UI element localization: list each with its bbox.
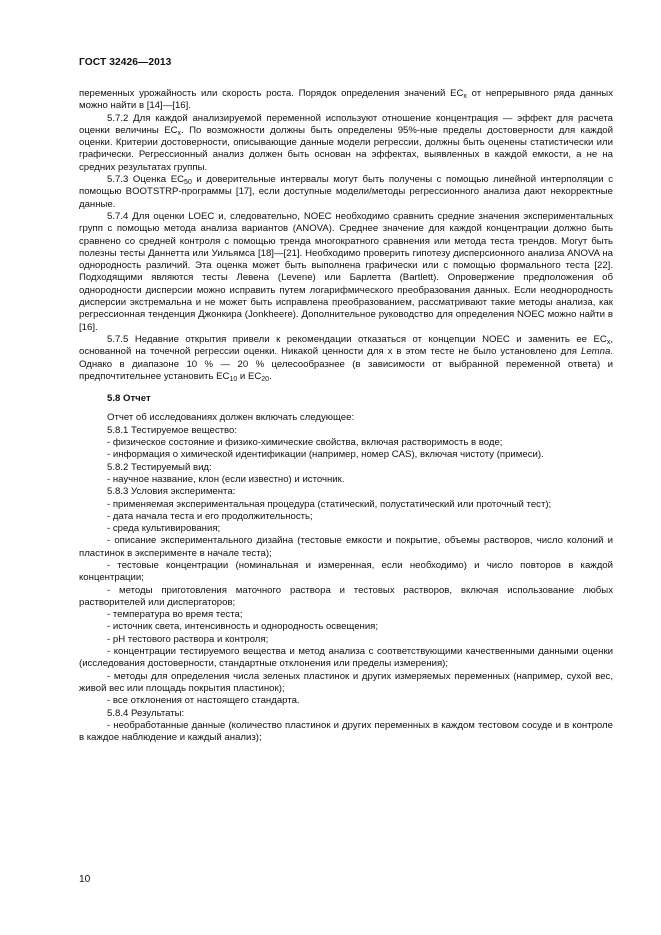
paragraph-5-7-2: 5.7.2 Для каждой анализируемой переменной используют отношение концентрация — эффект для расчета оценки величины $EC_x$. По возможности должны быть определены 95%-ные пределы достоверности для каждой оценки. Критерии достоверности, описывающие данные модели регрессии, должны быть оценены статистически или графически. Регрессионный анализ должен быть основан на эффектах, выявленных в каждой емкости, а не на средних результатах группы. [79,112,613,173]
paragraph-5-7-4: 5.7.4 Для оценки LOEC и, следовательно, NOEC необходимо сравнить средние значения экспериментальных групп с помощью метода анализа вариантов (ANOVA). Среднее значение для каждой концентрации должно быть сравнено со средней контроля с помощью тренда многократного сравнения или метода теста трендов. Могут быть полезны тесты Даннетта или Уильямса [18]—[21]. Необходимо проверить гипотезу дисперсионного анализа ANOVA на однородность различий. Эта оценка может быть выполнена графически или с помощью формального теста [22]. Подходящими являются тесты Левена (Levene) или Барлетта (Bartlett). Опровержение предположения об однородности дисперсии можно исправить путем логарифмического преобразования данных. Если неоднородность дисперсии экстремальна и не может быть исправлена преобразованием, рассматривают такие методы анализа, как регрессионная тенденция Джонкира (Jonkheere). Дополнительное руководство для определения NOEC можно найти в [16]. [79,210,613,333]
paragraph-5-7-5: 5.7.5 Недавние открытия привели к рекомендации отказаться от концепции NOEC и заменить ее $EC_x$, основанной на точечной регрессии оценки. Никакой ценности для x в этом тесте не было установлено для Lemna. Однако в диапазоне 10 % — 20 % целесообразнее (в зависимости от выбранной переменной ответа) и предпочтительнее установить $EC_{10}$ и $EC_{20}$. [79,333,613,383]
document-header: ГОСТ 32426—2013 [79,57,172,68]
list-item: - концентрации тестируемого вещества и метод анализа с соответствующими качественными данными оценки (исследования достоверности, стандартные отклонения или пределы измерения); [79,646,613,670]
list-item: - методы для определения числа зеленых пластинок и других измеряемых переменных (например, сухой вес, живой вес или площадь покрытия пластинок); [79,670,613,694]
list-item: - источник света, интенсивность и однородность освещения; [107,621,379,633]
section-heading-5-8: 5.8 Отчет [107,393,151,405]
list-item: - необработанные данные (количество пластинок и других переменных в каждом тестовом сосуде и в контроле в каждое наблюдение и каждый анализ); [79,719,613,744]
list-item: - температура во время теста; [107,609,243,621]
list-item: - физическое состояние и физико-химические свойства, включая растворимость в воде; [107,437,503,449]
list-item: - дата начала теста и его продолжительность; [107,510,313,522]
list-item: - среда культивирования; [107,523,221,535]
list-item: - научное название, клон (если известно) и источник. [107,473,345,485]
subsection-5-8-2: 5.8.2 Тестируемый вид: [107,461,212,473]
subsection-5-8-1: 5.8.1 Тестируемое вещество: [107,424,238,436]
subsection-5-8-4: 5.8.4 Результаты: [107,707,185,719]
subsection-5-8-3: 5.8.3 Условия эксперимента: [107,486,236,498]
list-item: - pH тестового раствора и контроля; [107,633,269,645]
list-item: - методы приготовления маточного раствора и тестовых растворов, включая использование любых растворителей или диспергаторов; [79,584,613,608]
list-item: - все отклонения от настоящего стандарта. [107,695,300,707]
page-body [79,88,613,744]
page-number: 10 [79,874,91,885]
list-item: - информация о химической идентификации (например, номер CAS), включая чистоту (примеси). [107,449,544,461]
report-intro: Отчет об исследованиях должен включать следующее: [107,412,355,424]
list-item: - тестовые концентрации (номинальная и измеренная, если необходимо) и число повторов в каждой концентрации; [79,559,613,584]
list-item: - описание экспериментального дизайна (тестовые емкости и покрытие, объемы растворов, число колоний и пластинок в эксперименте в начале теста); [79,535,613,559]
paragraph-intro: переменных урожайность или скорость роста. Порядок определения значений $EC_x$ от непрерывного ряда данных можно найти в [14]—[16]. [79,88,613,112]
paragraph-5-7-3: 5.7.3 Оценка $EC_{50}$ и доверительные интервалы могут быть получены с помощью линейной интерполяции с помощью BOOTSTRP-программы [17], если доступные модели/методы регрессионного анализа дают некорректные данные. [79,174,613,210]
list-item: - применяемая экспериментальная процедура (статический, полустатический или проточный тест); [107,498,552,510]
